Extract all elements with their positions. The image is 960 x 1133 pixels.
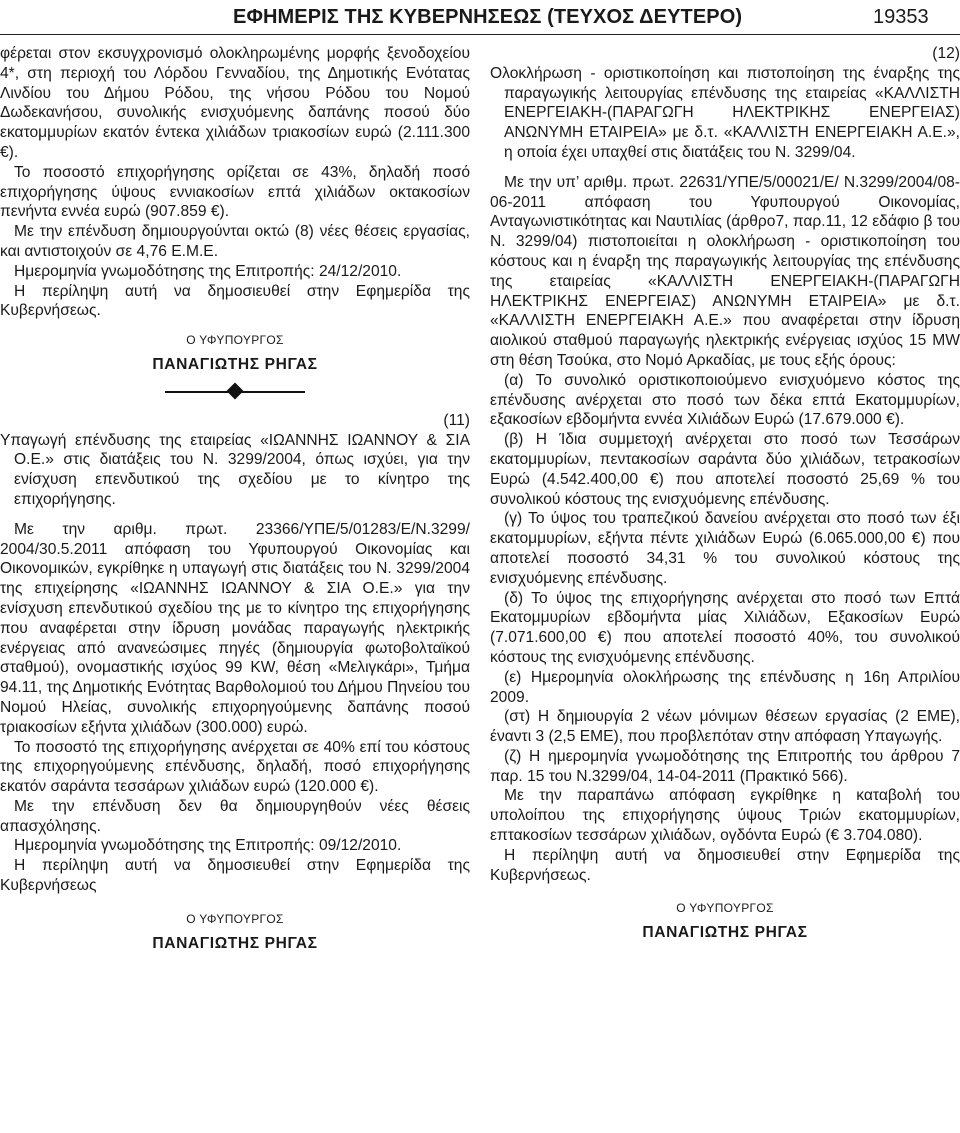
list-item: (γ) Το ύψος του τραπεζικού δανείου ανέρχεται στο ποσό των έξι εκατομμυρίων, εξήντα πέντε χιλιάδων Ευρώ (6.065.000,00 €) που αποτελεί ποσοστό 34,31 % του συνολικού κόστους της ενισχυόμενης επένδυσης. bbox=[490, 510, 960, 587]
left-column bbox=[0, 44, 470, 953]
header-divider bbox=[0, 34, 960, 35]
right-column bbox=[490, 44, 960, 943]
signature-name: ΠΑΝΑΓΙΩΤΗΣ ΡΗΓΑΣ bbox=[152, 355, 318, 373]
paragraph: Το ποσοστό της επιχορήγησης ανέρχεται σε 40% επί του κόστους της επιχορηγούμενης επένδυσης, δηλαδή, ποσό επιχορήγησης εκατόν σαράντα τεσσάρων χιλιάδων ευρώ (120.000 €). bbox=[0, 738, 470, 796]
paragraph: Ημερομηνία γνωμοδότησης της Επιτροπής: 24/12/2010. bbox=[14, 262, 402, 280]
diamond-icon bbox=[227, 382, 244, 399]
decision-title: Υπαγωγή επένδυσης της εταιρείας «ΙΩΑΝΝΗΣ ΙΩΑΝΝΟΥ & ΣΙΑ Ο.Ε.» στις διατάξεις του Ν. 3299/2004, όπως ισχύει, για την ενίσχυση επενδυτικού της σχεδίου με το κίνητρο της επιχορήγησης. bbox=[0, 431, 470, 508]
decision-title: Ολοκλήρωση - οριστικοποίηση και πιστοποίηση της έναρξης της παραγωγικής λειτουργίας επένδυσης της εταιρείας «ΚΑΛΛΙΣΤΗ ΕΝΕΡΓΕΙΑΚΗ-(ΠΑΡΑΓΩΓΗ ΗΛΕΚΤΡΙΚΗΣ ΕΝΕΡΓΕΙΑΣ) ΑΝΩΝΥΜΗ ΕΤΑΙΡΕΙΑ» με δ.τ. «ΚΑΛΛΙΣΤΗ ΕΝΕΡΓΕΙΑΚΗ Α.Ε.», η οποία έχει υπαχθεί στις διατάξεις του Ν. 3299/04. bbox=[490, 64, 960, 161]
paragraph: Το ποσοστό επιχορήγησης ορίζεται σε 43%, δηλαδή ποσό επιχορήγησης ύψους εννιακοσίων επτά χιλιάδων οκτακοσίων πενήντα εννέα ευρώ (907.859 €). bbox=[0, 163, 470, 221]
signature-role: Ο ΥΦΥΠΟΥΡΓΟΣ bbox=[676, 901, 774, 916]
paragraph: Η περίληψη αυτή να δημοσιευθεί στην Εφημερίδα της Κυβερνήσεως. bbox=[490, 846, 960, 884]
signature-role: Ο ΥΦΥΠΟΥΡΓΟΣ bbox=[186, 911, 284, 926]
list-item: (δ) Το ύψος της επιχορήγησης ανέρχεται στο ποσό των Επτά Εκατομμυρίων εβδομήντα μίας Χιλιάδων, Εξακοσίων Ευρώ (7.071.600,00 €) που αποτελεί ποσοστό 40%, του συνολικού κόστους της ενισχυόμενης επένδυσης. bbox=[490, 589, 960, 666]
list-item: (στ) Η δημιουργία 2 νέων μόνιμων θέσεων εργασίας (2 ΕΜΕ), έναντι 3 (2,5 ΕΜΕ), που προβλεπόταν στην απόφαση Υπαγωγής. bbox=[490, 708, 960, 746]
decision-number: (11) bbox=[443, 411, 470, 429]
paragraph: Με την υπ’ αριθμ. πρωτ. 22631/ΥΠΕ/5/00021/Ε/ Ν.3299/2004/08-06-2011 απόφαση του Υφυπουργού Οικονομίας, Ανταγωνιστικότητας και Ναυτιλίας (άρθρο7, παρ.11, 12 εδάφιο β του Ν. 3299/04) πιστοποιείται η ολοκλήρωση - οριστικοποίηση του κόστους και η έναρξη της παραγωγικής λειτουργίας της επένδυσης της εταιρείας «ΚΑΛΛΙΣΤΗ ΕΝΕΡΓΕΙΑΚΗ-(ΠΑΡΑΓΩΓΗ ΗΛΕΚΤΡΙΚΗΣ ΕΝΕΡΓΕΙΑΣ) ΑΝΩΝΥΜΗ ΕΤΑΙΡΕΙΑ» με δ.τ. «ΚΑΛΛΙΣΤΗ ΕΝΕΡΓΕΙΑΚΗ Α.Ε.» που αναφέρεται στην ίδρυση αιολικού σταθμού παραγωγής ηλεκτρικής ενέργειας ισχύος 15 MW στη θέση Τσούκα, στο Νομό Αρκαδίας, με τους εξής όρους: bbox=[490, 173, 960, 369]
paragraph: Ημερομηνία γνωμοδότησης της Επιτροπής: 09/12/2010. bbox=[14, 837, 402, 855]
decision-number: (12) bbox=[932, 45, 960, 62]
paragraph: Με την επένδυση δημιουργούνται οκτώ (8) νέες θέσεις εργασίας, και αντιστοιχούν σε 4,76 Ε.Μ.Ε. bbox=[0, 223, 470, 260]
list-item: (α) Το συνολικό οριστικοποιούμενο ενισχυόμενο κόστος της επένδυσης ανέρχεται στο ποσό των δέκα επτά Εκατομμυρίων, εξακοσίων εβδομήντα εννέα Χιλιάδων Ευρώ (17.679.000 €). bbox=[490, 371, 960, 429]
paragraph: Με την παραπάνω απόφαση εγκρίθηκε η καταβολή του υπολοίπου της επιχορήγησης ύψους Τριών εκατομμυρίων, επτακοσίων τεσσάρων χιλιάδων, ογδόντα Ευρώ (€ 3.704.080). bbox=[490, 787, 960, 845]
paragraph: Η περίληψη αυτή να δημοσιευθεί στην Εφημερίδα της Κυβερνήσεως. bbox=[0, 282, 470, 320]
paragraph: φέρεται στον εκσυγχρονισμό ολοκληρωμένης μορφής ξενοδοχείου 4*, στη περιοχή του Λόρδου Γενναδίου, της Δημοτικής Ενότατας Λινδίου του Δήμου Ρόδου, της νήσου Ρόδου του Νομού Δωδεκανήσου, συνολικής ενισχυόμενης δαπάνης ποσού δύο εκατομμυρίων εκατόν έντεκα χιλιάδων τριακοσίων ευρώ (2.111.300 €). bbox=[0, 45, 470, 161]
list-item: (β) Η Ίδια συμμετοχή ανέρχεται στο ποσό των Τεσσάρων εκατομμυρίων, πεντακοσίων σαράντα δύο χιλιάδων, τετρακοσίων Ευρώ (4.542.400,00 €) που αποτελεί ποσοστό 25,69 % του συνολικού κόστους της ενισχυόμενης επένδυσης. bbox=[490, 431, 960, 508]
signature-name: ΠΑΝΑΓΙΩΤΗΣ ΡΗΓΑΣ bbox=[152, 934, 318, 952]
list-item: (ζ) Η ημερομηνία γνωμοδότησης της Επιτροπής του άρθρου 7 παρ. 15 του Ν.3299/04, 14-04-2011 (Πρακτικό 566). bbox=[490, 747, 960, 785]
list-item: (ε) Ημερομηνία ολοκλήρωσης της επένδυσης η 16η Απριλίου 2009. bbox=[490, 668, 960, 706]
page-header bbox=[0, 0, 960, 40]
section-separator bbox=[165, 381, 305, 401]
paragraph: Με την επένδυση δεν θα δημιουργηθούν νέες θέσεις απασχόλησης. bbox=[0, 797, 470, 835]
paragraph: Με την αριθμ. πρωτ. 23366/ΥΠΕ/5/01283/Ε/Ν.3299/ 2004/30.5.2011 απόφαση του Υφυπουργού Οικονομίας και Οικονομικών, εγκρίθηκε η υπαγωγή στις διατάξεις του Ν. 3299/2004 της επιχείρησης «ΙΩΑΝΝΗΣ ΙΩΑΝΝΟΥ & ΣΙΑ Ο.Ε.» για την ενίσχυση επενδυτικού σχεδίου της με το κίνητρο της επιχορήγησης που αναφέρεται στην ίδρυση μονάδας παραγωγής ηλεκτρικής ενέργειας από ανανεώσιμες πηγές (δημιουργία φωτοβολταϊκού σταθμού), ονομαστικής ισχύος 99 KW, θέση «Μελιγκάρι», Τμήμα 94.11, της Δημοτικής Ενότητας Βαρθολομιού του Δήμου Πηνείου του Νομού Ηλείας, συνολικής επιχορηγούμενης δαπάνης ποσού τριακοσίων εξήντα χιλιάδων (300.000) ευρώ. bbox=[0, 520, 470, 736]
page-number: 19353 bbox=[873, 6, 929, 28]
gazette-title: ΕΦΗΜΕΡΙΣ ΤΗΣ ΚΥΒΕΡΝΗΣΕΩΣ (ΤΕΥΧΟΣ ΔΕΥΤΕΡΟ) bbox=[233, 6, 743, 28]
signature-name: ΠΑΝΑΓΙΩΤΗΣ ΡΗΓΑΣ bbox=[642, 924, 808, 942]
signature-role: Ο ΥΦΥΠΟΥΡΓΟΣ bbox=[186, 333, 284, 348]
paragraph: Η περίληψη αυτή να δημοσιευθεί στην Εφημερίδα της Κυβερνήσεως bbox=[0, 857, 470, 895]
